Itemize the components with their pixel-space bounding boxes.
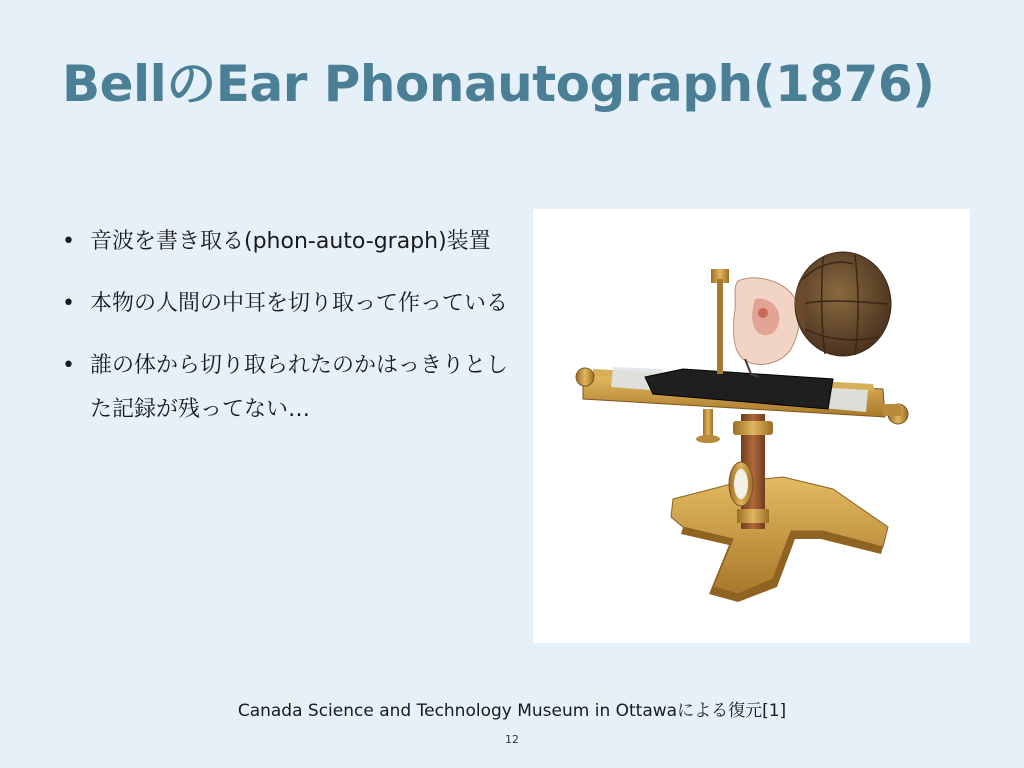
image-caption: Canada Science and Technology Museum in Ottawaによる復元[1]: [237, 701, 787, 721]
page-number: 12: [505, 733, 519, 746]
phonautograph-illustration: [533, 209, 970, 643]
bullet-item: • 音波を書き取る(phon-auto-graph)装置: [62, 220, 512, 264]
bullet-item: • 本物の人間の中耳を切り取って作っている: [62, 282, 512, 326]
bullet-item: • 誰の体から切り取られたのかはっきりとした記録が残ってない…: [62, 344, 512, 432]
bullet-list: [62, 220, 512, 450]
slide-title: BellのEar Phonautograph(1876): [62, 55, 935, 113]
phonautograph-photo: [533, 209, 970, 643]
